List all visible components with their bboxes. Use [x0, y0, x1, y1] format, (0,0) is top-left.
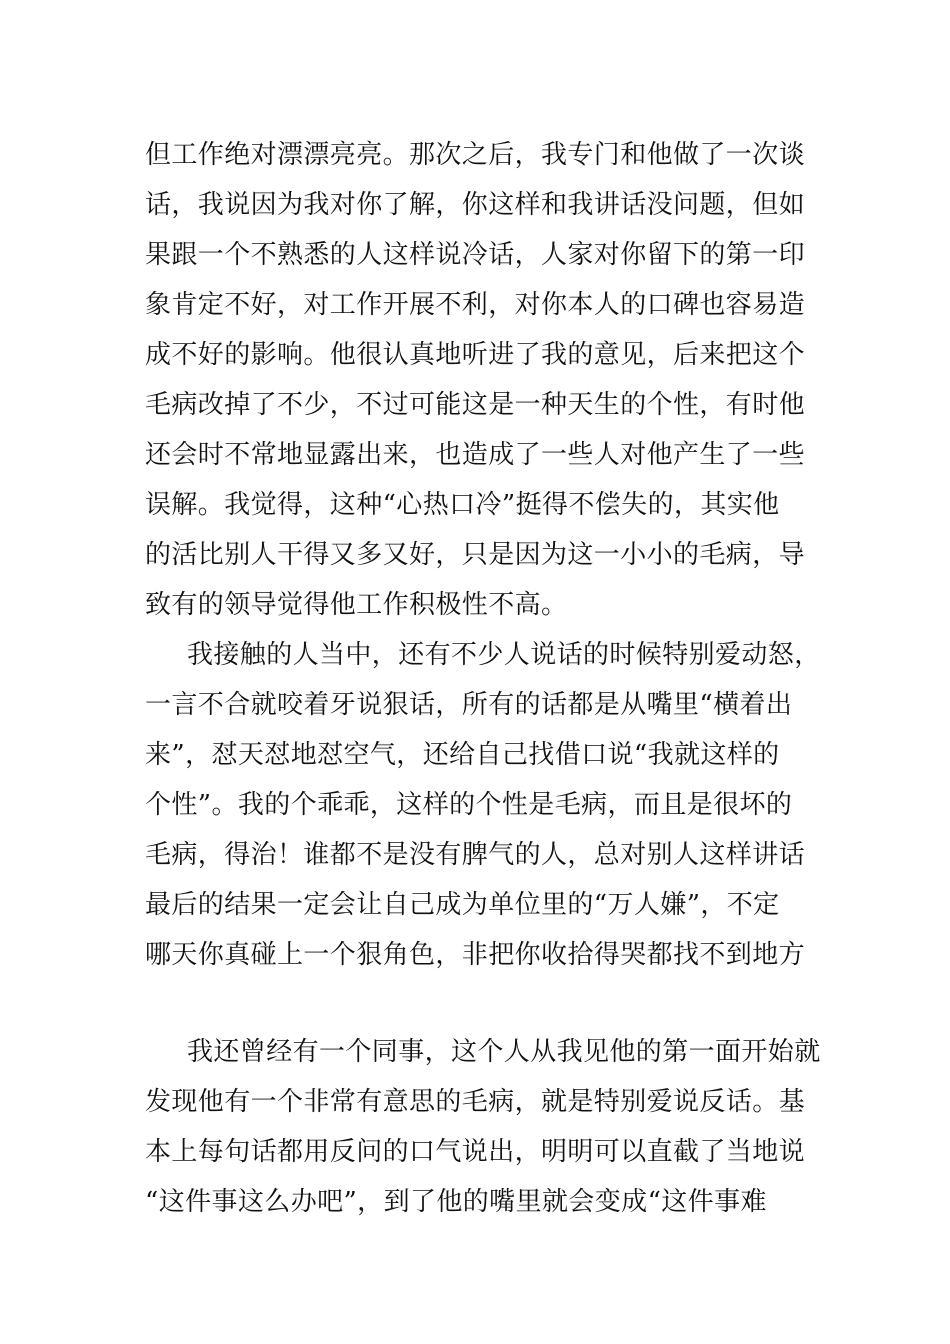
text-line: 最后的结果一定会让自己成为单位里的“万人嫌”，不定	[145, 890, 780, 920]
text-line: 误解。我觉得，这种“心热口冷”挺得不偿失的，其实他	[145, 490, 780, 520]
text-line: 果跟一个不熟悉的人这样说冷话，人家对你留下的第一印	[145, 240, 806, 270]
text-line: 一言不合就咬着牙说狠话，所有的话都是从嘴里“横着出	[145, 690, 793, 720]
text-line: 毛病，得治！谁都不是没有脾气的人，总对别人这样讲话	[145, 840, 806, 870]
text-line: 本上每句话都用反问的口气说出，明明可以直截了当地说	[145, 1137, 806, 1167]
text-line: 来”，怼天怼地怼空气，还给自己找借口说“我就这样的	[145, 740, 780, 770]
text-line: 的活比别人干得又多又好，只是因为这一小小的毛病，导	[145, 540, 806, 570]
text-line: 成不好的影响。他很认真地听进了我的意见，后来把这个	[145, 340, 806, 370]
text-line: 个性”。我的个乖乖，这样的个性是毛病，而且是很坏的	[145, 790, 793, 820]
paragraph-first-line: 我接触的人当中，还有不少人说话的时候特别爱动怒，	[187, 640, 821, 670]
text-line: 但工作绝对漂漂亮亮。那次之后，我专门和他做了一次谈	[145, 140, 806, 170]
text-line: 还会时不常地显露出来，也造成了一些人对他产生了一些	[145, 440, 806, 470]
paragraph-first-line: 我还曾经有一个同事，这个人从我见他的第一面开始就	[187, 1037, 821, 1067]
text-line: 哪天你真碰上一个狠角色，非把你收拾得哭都找不到地方	[145, 940, 806, 970]
text-line: 致有的领导觉得他工作积极性不高。	[145, 590, 568, 620]
text-line: “这件事这么办吧”，到了他的嘴里就会变成“这件事难	[145, 1187, 767, 1217]
text-line: 象肯定不好，对工作开展不利，对你本人的口碑也容易造	[145, 290, 806, 320]
text-line: 毛病改掉了不少，不过可能这是一种天生的个性，有时他	[145, 390, 806, 420]
text-line: 发现他有一个非常有意思的毛病，就是特别爱说反话。基	[145, 1087, 806, 1117]
text-line: 话，我说因为我对你了解，你这样和我讲话没问题，但如	[145, 190, 806, 220]
